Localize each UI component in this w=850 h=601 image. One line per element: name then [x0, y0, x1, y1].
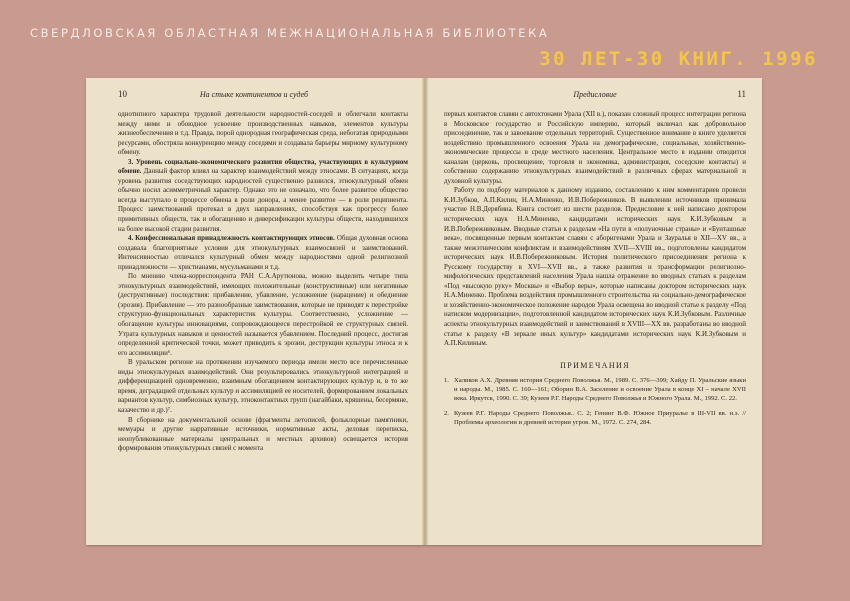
paragraph: первых контактов славян с автохтонами Урала (XII в.), показан сложный процесс интеграции региона в Московское государство и Российскую империю, который включал как добровольное присоединение, так и завоевание отдельных территорий. Существенное внимание в книге уделяется воздействию промышленного освоения Урала на демографические, социальные, хозяйственно-экономические процессы в среде местного населения. Центральное место в издании отводится каналам (церковь, просвещение, торговля и экономика, администрация, соседские контакты) и собственно содержанию этнокультурных взаимодействий в различных сферах материальной и духовной культуры. [444, 110, 746, 185]
note-text: Халиков А.Х. Древняя история Среднего Поволжья. М., 1989. С. 376—399; Хайду П. Уральские языки и народы. М., 1985. С. 160—161; Оборин В.А. Заселение и освоение Урала в конце XI – начале XVII века. Иркутск, 1990. С. 39; Кузеев Р.Г. Народы Среднего Поволжья и Южного Урала. М., 1992. С. 22. [454, 377, 746, 403]
paragraph: По мнению члена-корреспондента РАН С.А.Арутюнова, можно выделить четыре типа этнокультурных взаимодействий, имеющих положительные (конструктивные) или негативные (деструктивные) последствия: прибавление, убавление, усложнение (нарацение) и обеднение (эрозия). Прибавление — это разнообразные заимствования, которые не приводят к перестройке структурно-функциональных характеристик культуры. Соответственно, усложнение — обогащение культуры инновациями, сопровождающееся перестройкой ее структурных связей. Утрата культурных навыков и ценностей называется убавлением. Последний процесс, достигая определенной критической точки, может приводить к эрозии, деструкции культуры этноса и к его ассимиляции⁶. [118, 272, 408, 357]
book-spread [86, 78, 762, 545]
left-page [86, 78, 422, 545]
left-running-head: На стыке континентов и судеб [199, 90, 309, 99]
notes-heading: ПРИМЕЧАНИЯ [560, 360, 630, 370]
organization-title: СВЕРДЛОВСКАЯ ОБЛАСТНАЯ МЕЖНАЦИОНАЛЬНАЯ БИБЛИОТЕКА [30, 26, 550, 40]
paragraph: 3. Уровень социально-экономического развития общества, участвующих в культурном обмене. Данный фактор влиял на характер взаимодействий между этносами. В ситуациях, когда уровень развития соседствующих народностей существенно разнился, этнокультурный обмен обычно носил асимметричный характер. Однако это не означало, что более развитое общество всегда выступало в процессе обмена в роли донора, а менее развитое — в роли реципиента. Процесс заимствований протекал в двух направлениях, способствуя как прогрессу более примитивных обществ, так и обогащению и диверсификации культуры обществ, находившихся на более высокой стадии развития. [118, 157, 408, 233]
note-item [444, 376, 746, 403]
right-running-head: Предисловие [573, 90, 617, 99]
series-title: 30 ЛЕТ-30 КНИГ. 1996 [539, 48, 818, 70]
note-item [444, 409, 746, 427]
right-page-number: 11 [737, 89, 746, 99]
right-page-text [444, 110, 746, 433]
paragraph: однотипного характера трудовой деятельности народностей-соседей и облегчали контакты между ними и обоюдное усвоение производственных навыков, элементов культуры жизнеобеспечения и т.д. Правда, порой однородная географическая среда, небогатая природными ресурсами, обостряла конкуренцию между соседями и создавала барьеры мирному культурному обмену. [118, 110, 408, 157]
note-number: 2. [444, 410, 449, 418]
paragraph: Работу по подбору материалов к данному изданию, составлению к ним комментариев провели К.И.Зубков, А.П.Килин, Н.А.Миненко, И.В.Побережников. В выявлении источников принимала участие Н.В.Дерябина. Книга состоит из шести разделов. Предисловие к ней написано доктором исторических наук Н.А.Миненко, кандидатами исторических наук К.И.Зубковым и И.В.Побережниковым. Вводные статьи к разделам «На пути в «полуночные страны» и «Бунташные века», посвященные первым контактам славян с аборигенами Урала и Зауралья в XII—XV вв., а также межэтническим конфликтам и взаимодействиям XVII—XVIII вв., подготовлены кандидатом исторических наук И.В.Побережниковым. История политического присоединения региона к Русскому государству в XVI—XVII вв., а также развития и трансформации религиозно-мифологических представлений населения Урала нашла отражение во вводных статьях к разделам «Под «высокую руку» Москвы» и «Выбор веры», которые написаны доктором исторических наук Н.А.Миненко. Проблема воздействия промышленного строительства на социально-демографическое и хозяйственно-экономическое положение народов Урала освещена во вводной статье к разделу «Под натиском модернизации», подготовленной кандидатом исторических наук К.И.Зубковым. Различные аспекты этнокультурных взаимодействий и заимствований в XVIII—XX вв. разработаны во вводной статье к разделу «В зеркале иных культур» кандидатами исторических наук К.И.Зубковым и А.П.Килиным. [444, 186, 746, 348]
note-text: Кузеев Р.Г. Народы Среднего Поволжья.. С. 2; Генинг В.Ф. Южное Приуралье в III-VII вв. н.э. // Проблемы археологии и древней истории угров. М., 1972. С. 274, 284. [454, 410, 746, 427]
paragraph: В сборнике на документальной основе (фрагменты летописей, фольклорные памятники, мемуары и другие нарративные источники, нормативные акты, деловая переписка, неопубликованные материалы центральных и местных архивов) освещается история формирования этнокультурных связей с момента [118, 415, 408, 453]
note-number: 1. [444, 377, 449, 385]
right-page [428, 78, 762, 545]
left-page-text [118, 110, 408, 454]
paragraph: В уральском регионе на протяжении изучаемого периода имели место все перечисленные виды этнокультурных взаимодействий. Они результировались этнокультурной интеграцией и дифференциацией одновременно, взаимным обогащением контактирующих культур и, в то же время, деградацией отдельных культур и ассимиляцией ее носителей, формированием локальных вариантов культур, симбиозных культур, этноконтактных групп (нагайбаки, кряшены, бесермяне, казачество и др.)⁷. [118, 358, 408, 414]
left-page-number: 10 [118, 89, 127, 99]
paragraph: 4. Конфессиональная принадлежность контактирующих этносов. Общая духовная основа создавала благоприятные условия для этнокультурных взаимосвязей и заимствований. Интенсивностью отличался культурный обмен между народностями одной религиозной принадлежности — христианами, мусульманами и т.д. [118, 234, 409, 271]
